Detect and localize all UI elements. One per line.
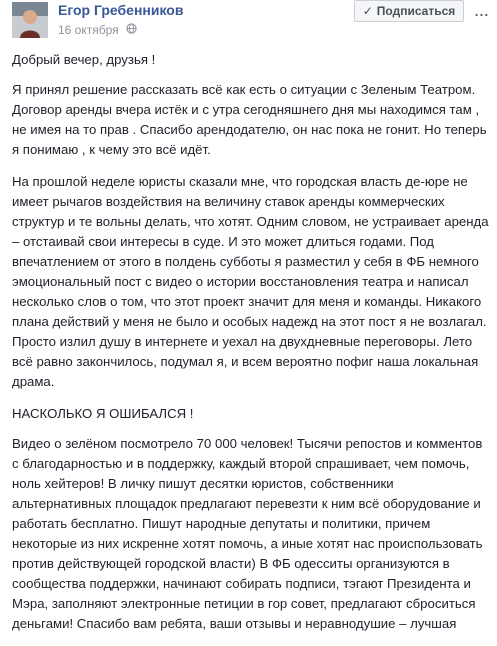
post-paragraph: Добрый вечер, друзья ! <box>12 52 156 67</box>
post-paragraph: Я принял решение рассказать всё как есть о ситуации с Зеленым Театром. Договор аренды вчера истёк и с утра сегодняшнего дня мы находимся там , не имея на то прав . Спасибо арендодателю, он нас пока не гонит. Но теперь я понимаю , к чему это всё идёт. <box>12 82 487 157</box>
post-paragraph: Видео о зелёном посмотрело 70 000 человек! Тысячи репостов и комментов с благодарностью и в поддержку, каждый второй спрашивает, чем помочь, ноль хейтеров! В личку пишут десятки юристов, собственники альтернативных площадок предлагают перевезти к ним всё оборудование и работать бесплатно. Пишут народные депутаты и политики, причем некоторые из них искренне хотят помочь, а иные хотят нас происпользовать против действующей городской власти) В ФБ одесситы организуются в сообщества поддержки, начинают собирать подписи, тэгают Президента и Мэра, заполняют электронные петиции в гор совет, предлагают сброситься деньгами! Спасибо вам ребята, ваши отзывы и неравнодушие – лучшая <box>12 436 483 631</box>
post-meta <box>58 22 137 37</box>
more-options-button[interactable]: ... <box>474 3 490 19</box>
post-paragraph: На прошлой неделе юристы сказали мне, что городская власть де-юре не имеет рычагов воздействия на величину ставок аренды коммерческих структур и те вольны делать, что хотят. Одним словом, не устраивает аренда – отстаивай свои интересы в суде. И это может длиться годами. Под впечатлением от этого в полдень субботы я разместил у себя в ФБ немного эмоциональный пост с видео о истории восстановления театра и написал несколько слов о том, что этот проект значит для меня и команды. Никакого плана действий у меня не было и особых надежд на этот пост я не возлагал. Просто излил душу в интернете и уехал на двухдневные переговоры. Лето всё равно закончилось, подумал я, и всем вероятно пофиг наша локальная драма. <box>12 174 489 389</box>
author-avatar[interactable] <box>12 2 48 38</box>
checkmark-icon: ✓ <box>362 4 373 18</box>
post-paragraph: НАСКОЛЬКО Я ОШИБАЛСЯ ! <box>12 406 194 421</box>
post-date[interactable]: 16 октября <box>58 22 119 37</box>
subscribe-button[interactable] <box>354 0 464 22</box>
author-name[interactable]: Егор Гребенников <box>58 2 184 18</box>
subscribe-label: Подписаться <box>376 4 456 18</box>
post-body <box>12 50 490 646</box>
post-header <box>0 0 497 42</box>
globe-icon <box>126 23 137 37</box>
